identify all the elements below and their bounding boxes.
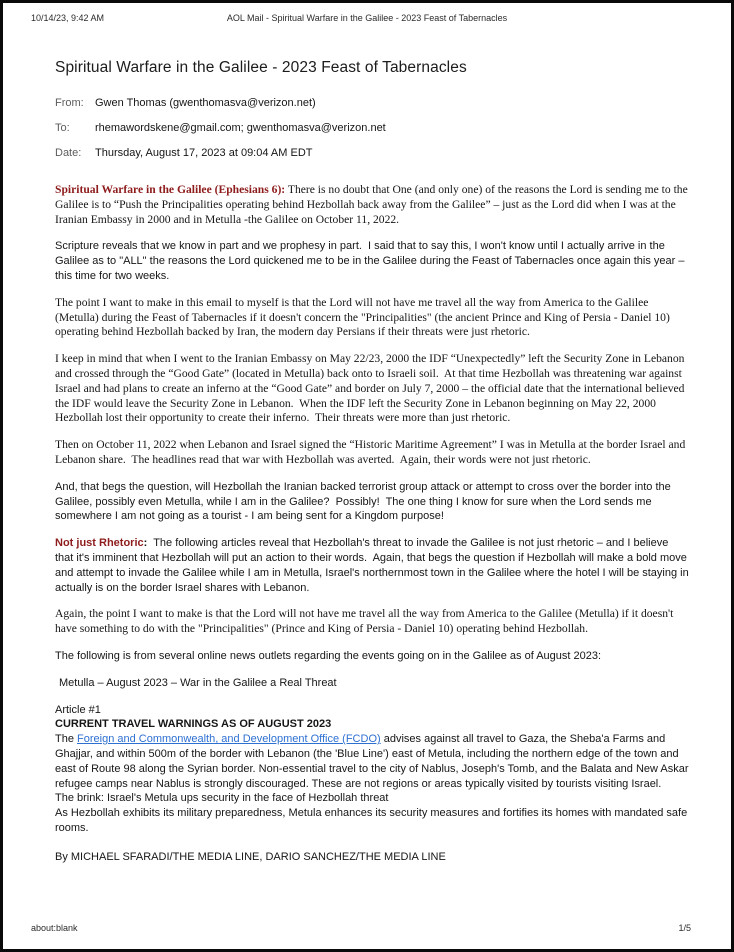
article-body (55, 732, 692, 791)
date-value: Thursday, August 17, 2023 at 09:04 AM EDT (95, 147, 313, 159)
from-value: Gwen Thomas (gwenthomasva@verizon.net) (95, 97, 316, 109)
paragraph-not-just-rhetoric (55, 536, 692, 595)
from-label: From: (55, 97, 84, 109)
date-label: Date: (55, 147, 82, 159)
print-datetime: 10/14/23, 9:42 AM (31, 13, 105, 23)
paragraph-news-outlets-intro: The following is from several online news outlets regarding the events going on in the Galilee as of August 2023: (55, 649, 602, 662)
print-doc-title: AOL Mail - Spiritual Warfare in the Galilee - 2023 Feast of Tabernacles (226, 13, 508, 23)
to-value: rhemawordskene@gmail.com; gwenthomasva@verizon.net (95, 122, 386, 134)
to-label: To: (55, 122, 70, 134)
article-1-block (55, 703, 692, 836)
paragraph-again-point: Again, the point I want to make is that the Lord will not have me travel all the way from America to the Galilee (Metulla) if it doesn't have something to do with the "Principalities" (Prince and King of Persia - Daniel 10) operating behind Hezbollah. (55, 607, 677, 636)
article-body-pre: The (55, 733, 78, 746)
meta-to-row (55, 122, 689, 134)
article-heading-travel-warnings: CURRENT TRAVEL WARNINGS AS OF AUGUST 2023 (55, 718, 332, 731)
print-footer (31, 923, 691, 933)
article-byline: By MICHAEL SFARADI/THE MEDIA LINE, DARIO SANCHEZ/THE MEDIA LINE (55, 850, 446, 863)
article-safe-rooms-line: As Hezbollah exhibits its military preparedness, Metula enhances its security measures and fortifies its homes with mandated safe rooms. (55, 807, 691, 834)
paragraph-point-to-make: The point I want to make in this email to myself is that the Lord will not have me travel all the way from America to the Galilee (Metulla) during the Feast of Tabernacles if it doesn't concern the "Principalities" (the ancient Prince and King of Persia - Daniel 10) operating behind Hezbollah backed by Iran, the modern day Persians if their threats were just rhetoric. (55, 295, 673, 339)
paragraph-text: There is no doubt that One (and only one) of the reasons the Lord is sending me to the Galilee is to “Push the Principalities operating behind Hezbollah back away from the Galilee” – just as the Lord did when I was at the Iranian Embassy in 2000 and in Metulla -the Galilee on October 11, 2022. (55, 183, 691, 226)
meta-from-row (55, 97, 689, 109)
paragraph-scripture: Scripture reveals that we know in part and we prophesy in part. I said that to say this, I won't know until I actually arrive in the Galilee as to "ALL" the reasons the Lord quickened me to be in the Galilee during the Feast of Tabernacles once again this year – this time for two weeks. (55, 240, 688, 282)
article-label: Article #1 (55, 703, 101, 716)
email-subject: Spiritual Warfare in the Galilee - 2023 Feast of Tabernacles (55, 59, 467, 76)
email-body (55, 183, 692, 864)
paragraph-spiritual-warfare (55, 183, 689, 227)
print-header (31, 13, 703, 23)
footer-source-url: about:blank (31, 923, 78, 933)
fcdo-link[interactable]: Foreign and Commonwealth, and Development Office (FCDO) (77, 733, 381, 746)
article-body-post: advises against all travel to Gaza, the Sheba'a Farms and Ghajjar, and within 500m of the border with Lebanon (the 'Blue Line') east of Metula, including the northern edge of the town and east of Route 98 along the Syrian border. Non-essential travel to the city of Nablus, Joseph's Tomb, and the Balata and New Askar refugee camps near Nablus is strongly discouraged. These are not regions or areas typically visited by tourists visiting Israel. (55, 733, 692, 790)
red-heading-ephesians: Spiritual Warfare in the Galilee (Ephesians 6): (55, 183, 286, 196)
paragraph-iranian-embassy: I keep in mind that when I went to the Iranian Embassy on May 22/23, 2000 the IDF “Unexpectedly” left the Security Zone in Lebanon and crossed through the “Good Gate” (located in Metulla) back onto to Israeli soil. At that time Hezbollah was threatening war against Israel and had plans to create an inferno at the “Good Gate” and border on July 7, 2000 – the official date that the international believed the IDF would leave the Security Zone in Lebanon. When the IDF left the Security Zone in Lebanon beginning on May 22, 2000 Hezbollah lost their opportunity to create their inferno. Their threats were more than just rhetoric. (55, 352, 688, 425)
paragraph-metulla-threat-title: Metulla – August 2023 – War in the Galilee a Real Threat (59, 676, 337, 689)
email-content (55, 3, 692, 864)
heading-colon: : (143, 537, 148, 550)
red-heading-not-just-rhetoric: Not just Rhetoric (55, 537, 144, 550)
paragraph-maritime-agreement: Then on October 11, 2022 when Lebanon and Israel signed the “Historic Maritime Agreement” I was in Metulla at the border Israel and Lebanon share. The headlines read that war with Hezbollah was averted. Again, their words were not just rhetoric. (55, 438, 689, 466)
footer-page-indicator: 1/5 (678, 923, 691, 933)
paragraph-begs-question: And, that begs the question, will Hezbollah the Iranian backed terrorist group attack or attempt to cross over the border into the Galilee, possibly even Metulla, while I am in the Galilee? Possibly! The one thing I know for sure when the Lord sends me somewhere I am not going as a tourist - I am being sent for a Kingdom purpose! (55, 480, 674, 523)
meta-date-row (55, 147, 689, 159)
article-brink-line: The brink: Israel's Metula ups security in the face of Hezbollah threat (55, 792, 389, 805)
paragraph-text: The following articles reveal that Hezbollah's threat to invade the Galilee is not just rhetoric – and I believe that it's imminent that Hezbollah will put an action to their words. Again, that begs the question if Hezbollah will make a bold move and attempt to invade the Galilee while I am in Metulla, Israel's northernmost town in the Galilee where the hotel I will be staying in actually is on the border Israel shares with Lebanon. (55, 537, 692, 594)
